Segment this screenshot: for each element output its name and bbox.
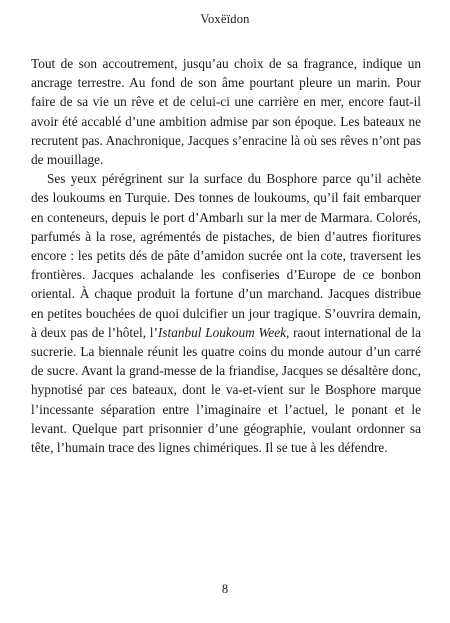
event-title: Istanbul Loukoum Week <box>157 324 287 340</box>
running-head: Voxëïdon <box>200 12 250 26</box>
paragraph-2-part-1: Ses yeux pérégrinent sur la surface du Bosphore parce qu’il achète des loukoums en Turquie. Des tonnes de loukoums, qu’il fait embarquer en conteneurs, depuis le port d’Ambarlı sur la mer de Marmara. Colorés, parfumés à la rose, agrémentés de pistaches, de bien d’autres fioritures encore : les petits dés de pâte d’amidon sucrée ont la cote, traversent les frontières. Jacques achalande les confiseries d’Europe de ce bonbon oriental. À chaque produit la fortune d’un marchand. Jacques distribue en petites bouchées de quoi dulcifier un jour tragique. S’ouvrira demain, à deux pas de l’hôtel, l’ <box>31 171 421 340</box>
page-number: 8 <box>221 582 229 596</box>
body-text <box>31 54 421 457</box>
paragraph-2-part-2: , raout international de la sucrerie. La biennale réunit les quatre coins du monde autour d’un carré de sucre. Avant la grand-messe de la friandise, Jacques se désaltère donc, hypnotisé par ces bateaux, dont le va-et-vient sur le Bosphore marque l’incessante séparation entre l’imaginaire et l’actuel, le ponant et le levant. Quelque part prisonnier d’une géographie, voulant ordonner sa tête, l’humain trace des lignes chimériques. Il se tue à les défendre. <box>31 324 421 456</box>
paragraph-2 <box>31 169 421 457</box>
paragraph-1: Tout de son accoutrement, jusqu’au choix de sa fragrance, indique un ancrage terrestre. Au fond de son âme pourtant pleure un marin. Pour faire de sa vie un rêve et de celui-ci une carrière en mer, encore faut-il avoir été accablé d’une ambition admise par son époque. Les bateaux ne recrutent pas. Anachronique, Jacques s’enracine là où ses rêves n’ont pas de mouillage. <box>31 56 421 168</box>
